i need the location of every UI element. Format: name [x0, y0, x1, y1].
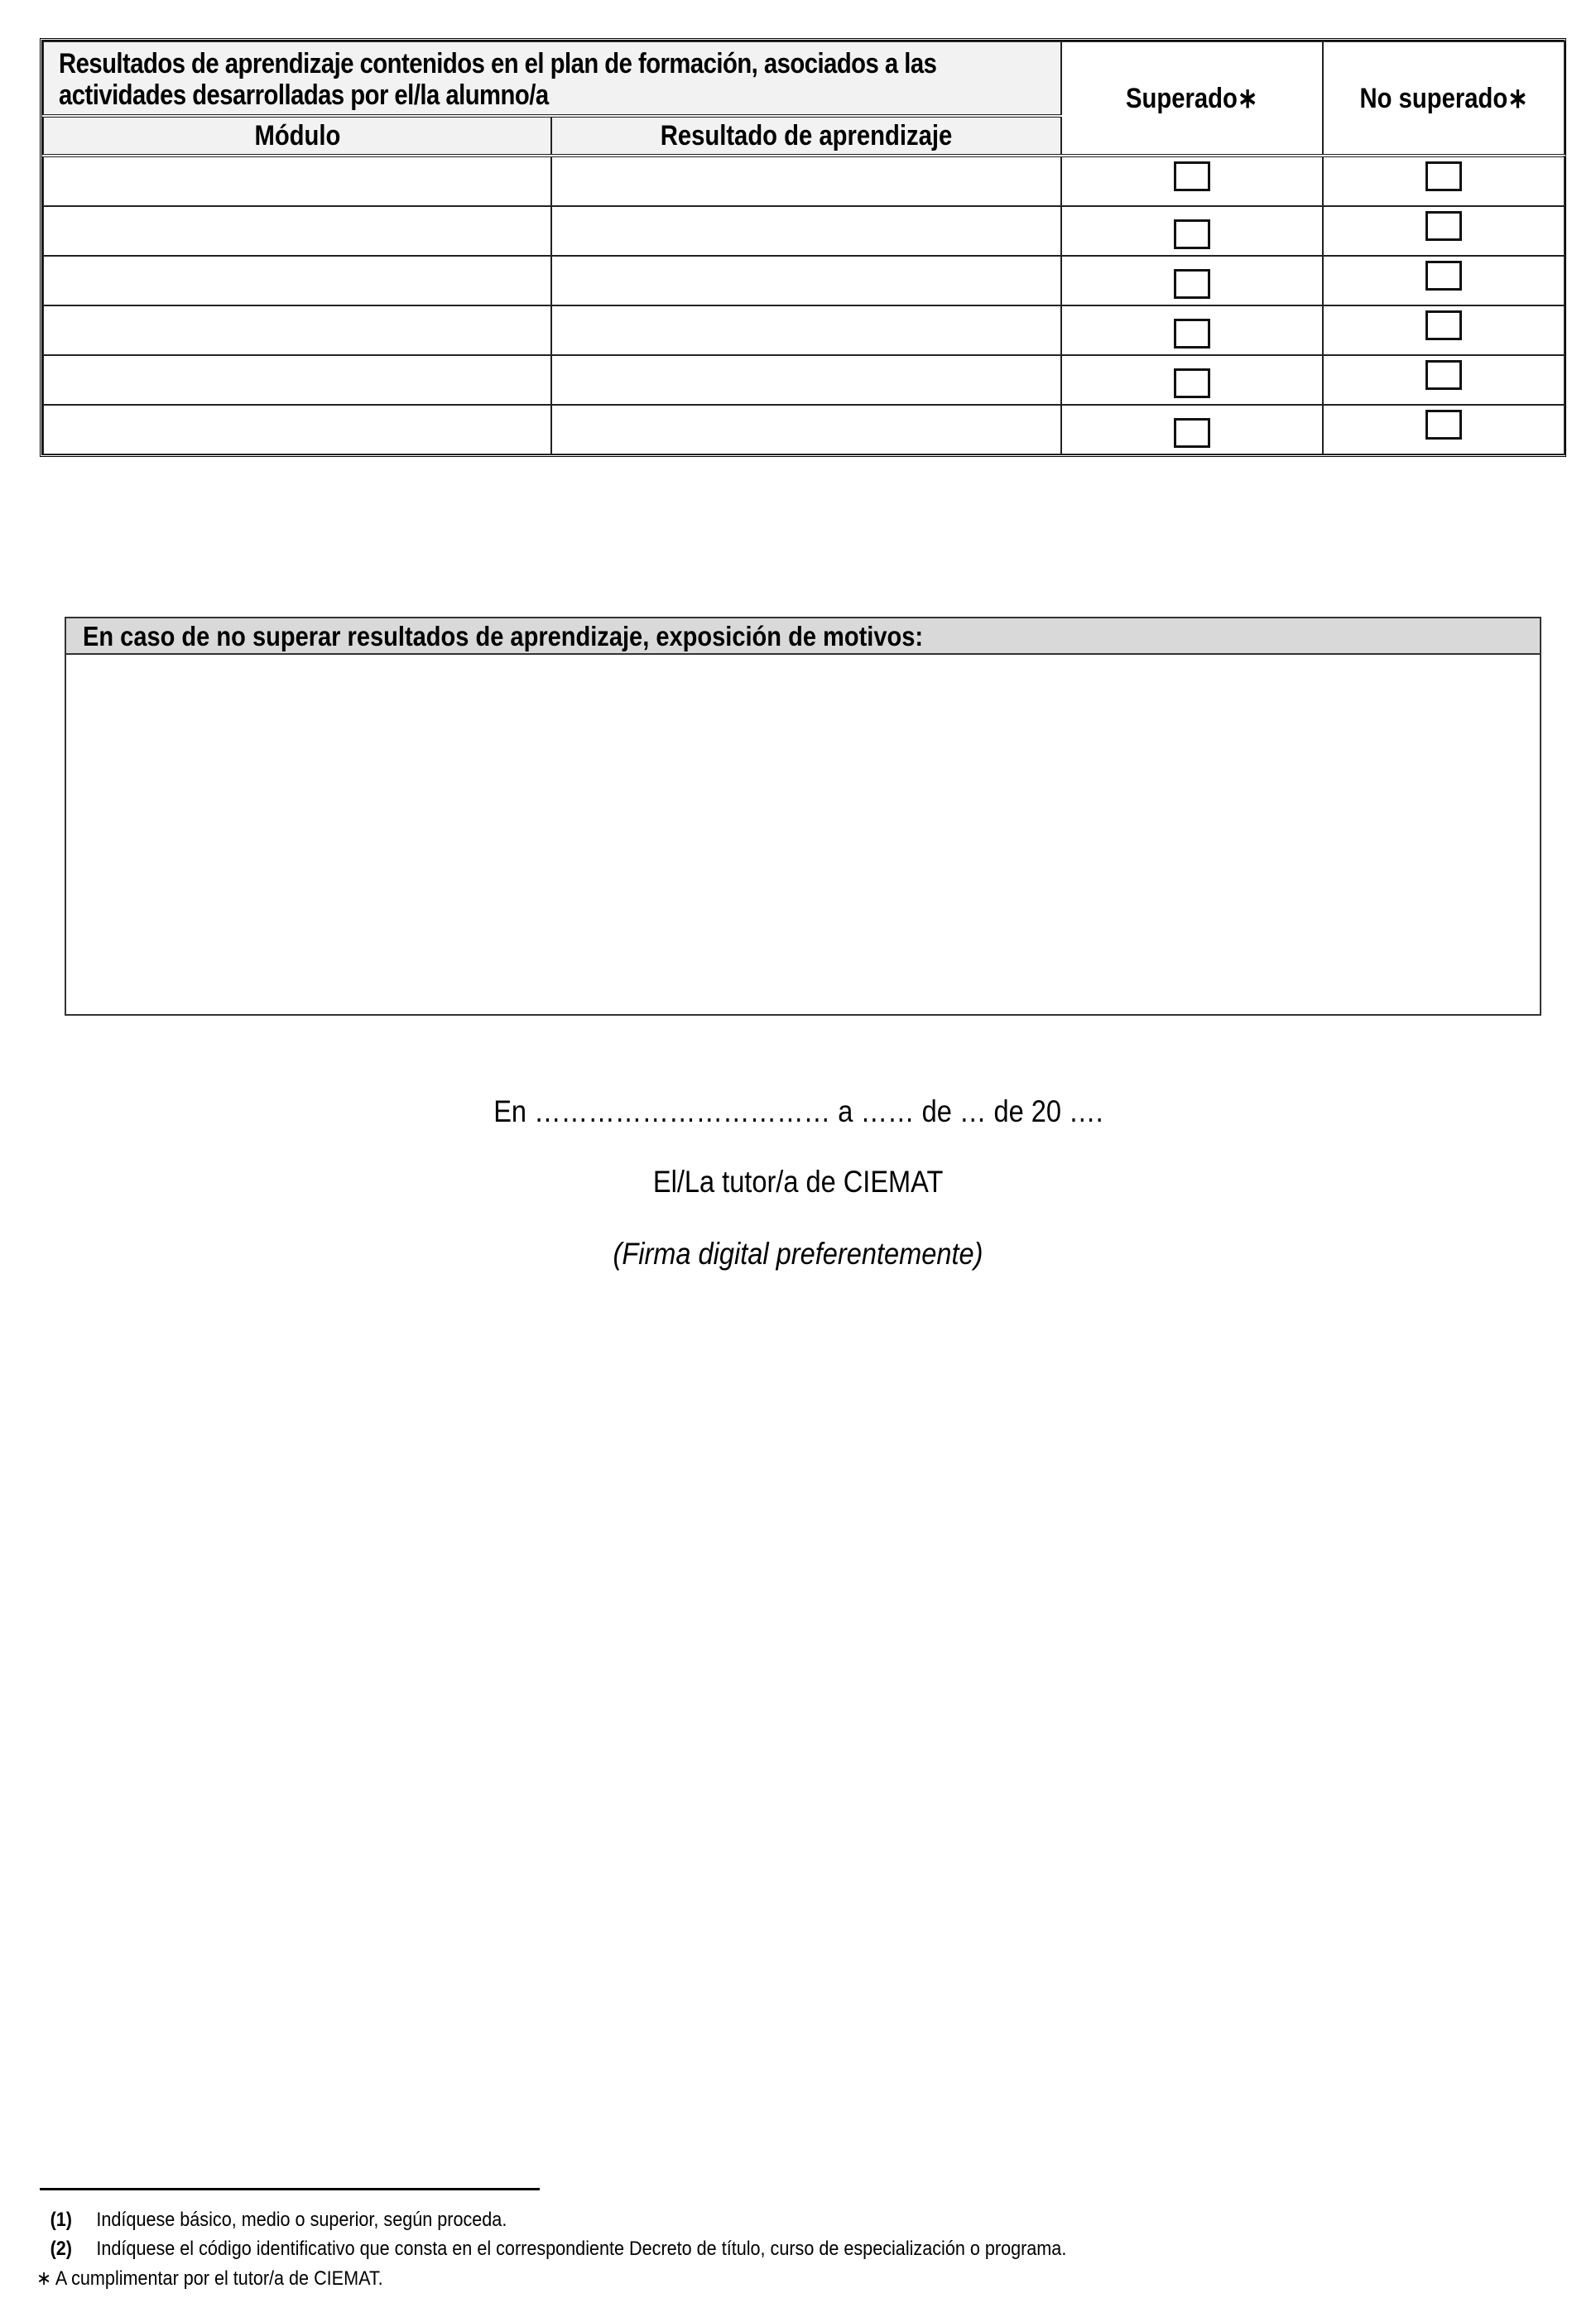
table-row — [43, 256, 1565, 305]
table-title — [43, 41, 1061, 116]
table-row — [43, 405, 1565, 454]
learning-results-table — [40, 38, 1566, 457]
footnote-1 — [40, 2209, 559, 2232]
reasons-header: En caso de no superar resultados de aprendizaje, exposición de motivos: — [66, 618, 1540, 655]
passed-checkbox[interactable] — [1174, 368, 1210, 398]
module-cell[interactable] — [43, 206, 551, 256]
module-cell[interactable] — [43, 405, 551, 454]
asterisk-icon: ∗ — [36, 2267, 52, 2290]
column-header-not-passed: No superado∗ — [1323, 41, 1565, 156]
passed-cell — [1061, 305, 1323, 355]
table-row — [43, 156, 1565, 206]
footnote-asterisk — [36, 2267, 421, 2291]
not-passed-cell — [1323, 405, 1565, 454]
passed-cell — [1061, 256, 1323, 305]
reasons-input[interactable] — [66, 655, 1540, 1012]
module-cell[interactable] — [43, 305, 551, 355]
passed-cell — [1061, 156, 1323, 206]
footnote-text: Indíquese básico, medio o superior, según proceda. — [96, 2209, 507, 2231]
not-passed-cell — [1323, 305, 1565, 355]
passed-cell — [1061, 405, 1323, 454]
footnote-marker: (2) — [50, 2238, 73, 2260]
footnote-divider — [40, 2188, 540, 2190]
not-passed-cell — [1323, 256, 1565, 305]
signature-note: (Firma digital preferentemente) — [613, 1237, 983, 1271]
passed-checkbox[interactable] — [1174, 219, 1210, 249]
module-cell[interactable] — [43, 156, 551, 206]
not-passed-checkbox[interactable] — [1425, 360, 1462, 390]
not-passed-checkbox[interactable] — [1425, 161, 1462, 191]
passed-cell — [1061, 206, 1323, 256]
learning-result-cell[interactable] — [551, 355, 1061, 405]
table-row — [43, 206, 1565, 256]
module-cell[interactable] — [43, 355, 551, 405]
module-cell[interactable] — [43, 256, 551, 305]
not-passed-checkbox[interactable] — [1425, 211, 1462, 241]
date-place-line: En …………………………… a …… de … de 20 …. — [493, 1094, 1103, 1128]
not-passed-checkbox[interactable] — [1425, 310, 1462, 340]
column-header-module: Módulo — [43, 116, 551, 156]
footnote-text: A cumplimentar por el tutor/a de CIEMAT. — [55, 2267, 383, 2290]
learning-result-cell[interactable] — [551, 256, 1061, 305]
footnote-marker: (1) — [50, 2209, 73, 2231]
passed-cell — [1061, 355, 1323, 405]
not-passed-cell — [1323, 156, 1565, 206]
not-passed-checkbox[interactable] — [1425, 410, 1462, 440]
passed-checkbox[interactable] — [1174, 418, 1210, 448]
column-header-learning-result: Resultado de aprendizaje — [551, 116, 1061, 156]
not-passed-checkbox[interactable] — [1425, 261, 1462, 291]
table-header-row — [43, 41, 1565, 116]
table-title-line-1: Resultados de aprendizaje contenidos en el plan de formación, asociados a las — [59, 47, 937, 79]
column-header-passed: Superado∗ — [1061, 41, 1323, 156]
not-passed-cell — [1323, 206, 1565, 256]
footnote-2 — [40, 2238, 1180, 2261]
learning-result-cell[interactable] — [551, 156, 1061, 206]
reasons-section — [65, 617, 1541, 1016]
table-row — [43, 305, 1565, 355]
passed-checkbox[interactable] — [1174, 161, 1210, 191]
learning-result-cell[interactable] — [551, 206, 1061, 256]
footnote-text: Indíquese el código identificativo que consta en el correspondiente Decreto de título, curso de especialización o programa. — [96, 2238, 1067, 2260]
passed-checkbox[interactable] — [1174, 269, 1210, 299]
passed-checkbox[interactable] — [1174, 319, 1210, 349]
not-passed-cell — [1323, 355, 1565, 405]
learning-result-cell[interactable] — [551, 305, 1061, 355]
table-row — [43, 355, 1565, 405]
table-title-line-2: actividades desarrolladas por el/la alumno/a — [59, 79, 549, 111]
tutor-role: El/La tutor/a de CIEMAT — [652, 1165, 944, 1199]
learning-result-cell[interactable] — [551, 405, 1061, 454]
